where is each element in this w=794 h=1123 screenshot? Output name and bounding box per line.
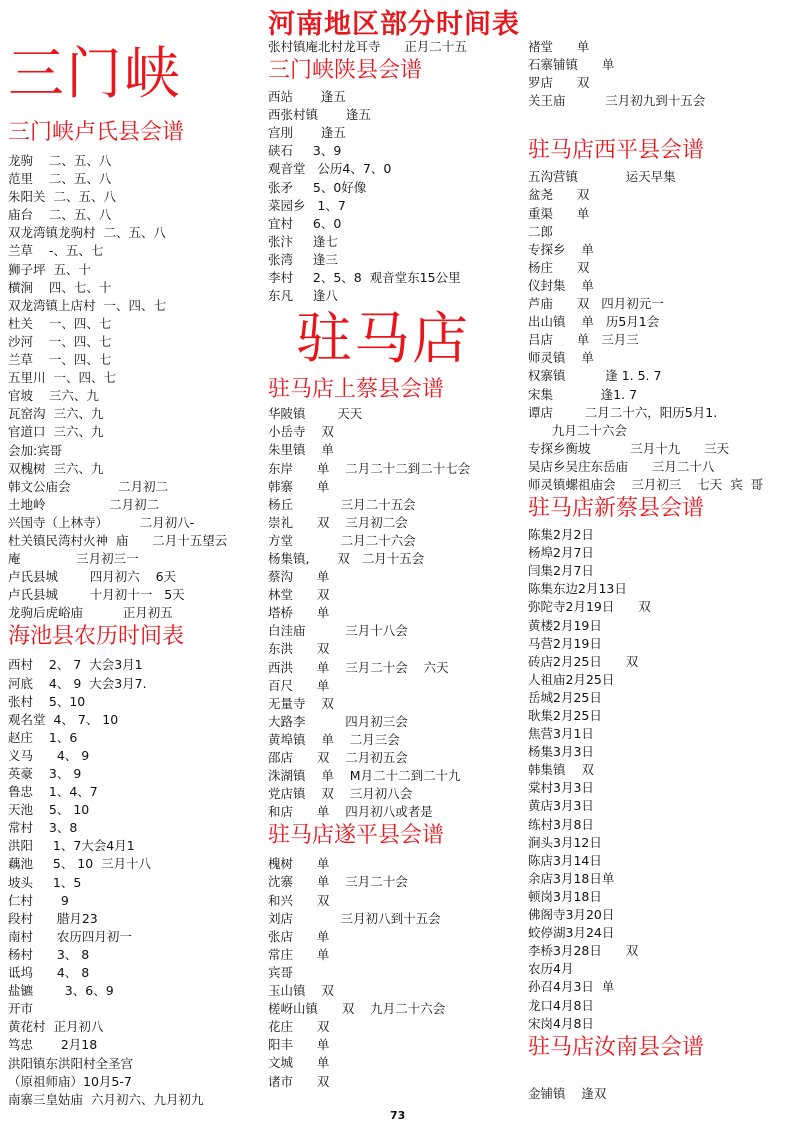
schedule-line: 朱里镇 单 <box>268 442 334 458</box>
schedule-line: 花庄 双 <box>268 1019 330 1035</box>
schedule-line: 沈寨 单 三月二十会 <box>268 874 408 890</box>
schedule-line: 蔡沟 单 <box>268 569 330 585</box>
schedule-line: 范里 二、五、八 <box>8 171 112 187</box>
schedule-line: 朱阳关 二、五、八 <box>8 189 116 205</box>
schedule-line: 黄店3月3日 <box>528 798 594 814</box>
schedule-line: 棠村3月3日 <box>528 780 594 796</box>
schedule-line: 蛟停湖3月24日 <box>528 925 615 941</box>
schedule-line: 陈店3月14日 <box>528 852 602 868</box>
schedule-line: 宜村 6、0 <box>268 215 342 231</box>
schedule-line: 佛阁寺3月20日 <box>528 907 615 923</box>
schedule-line: 塔桥 单 <box>268 605 330 621</box>
section-title: 海池县农历时间表 <box>8 624 185 650</box>
schedule-line: 双槐树 三六、九 <box>8 460 104 476</box>
schedule-line: 藕池 5、 10 三月十八 <box>8 856 152 872</box>
schedule-line: 庵 三月初三一 <box>8 551 139 567</box>
schedule-line: 关王庙 三月初九到十五会 <box>528 93 706 109</box>
schedule-line: 黄楼2月19日 <box>528 617 602 633</box>
schedule-line: 崇礼 双 三月初二会 <box>268 514 408 530</box>
schedule-line: 无量寺 双 <box>268 695 334 711</box>
schedule-line: 硖石 3、9 <box>268 143 342 159</box>
page-number: 73 <box>390 1109 406 1122</box>
schedule-line: 宋集 逢1. 7 <box>528 386 638 402</box>
column-2 <box>268 38 526 1091</box>
schedule-line: 宫刖 逢五 <box>268 125 346 141</box>
section-title: 三门峡陕县会谱 <box>268 58 423 84</box>
region-title: 三门峡 <box>8 42 182 107</box>
schedule-line: 张村 5、10 <box>8 693 86 709</box>
schedule-line: 专探乡衡坡 三月十九 三天 <box>528 440 730 456</box>
schedule-line: 人祖庙2月25日 <box>528 671 615 687</box>
schedule-line: 华陂镇 天天 <box>268 406 363 422</box>
schedule-line: 杨庄 双 <box>528 259 590 275</box>
schedule-line: 宾哥 <box>268 964 294 980</box>
schedule-line: 小岳寺 双 <box>268 424 334 440</box>
schedule-line: 东洪 双 <box>268 641 330 657</box>
schedule-line: 东岸 单 二月二十二到二十七会 <box>268 460 471 476</box>
schedule-line: 观音堂 公历4、7、0 <box>268 161 392 177</box>
schedule-line: 杨村 3、 8 <box>8 946 90 962</box>
schedule-line: 大路李 四月初三会 <box>268 713 408 729</box>
schedule-line: 南村 农历四月初一 <box>8 928 132 944</box>
schedule-line: 五沟营镇 运天早集 <box>528 169 676 185</box>
schedule-line: 九月二十六会 <box>528 422 627 438</box>
schedule-line: 东凡 逢八 <box>268 288 338 304</box>
schedule-line: 林堂 双 <box>268 587 330 603</box>
schedule-line: 闫集2月7日 <box>528 563 594 579</box>
schedule-line: 诸市 双 <box>268 1073 330 1089</box>
schedule-line: 党店镇 双 三月初八会 <box>268 786 413 802</box>
schedule-line: 杜关镇民湾村火神 庙 二月十五望云 <box>8 532 228 548</box>
schedule-line: 练村3月8日 <box>528 816 594 832</box>
schedule-line: 卢氏县城 四月初六 6天 <box>8 569 177 585</box>
schedule-line: 杨集3月3日 <box>528 744 594 760</box>
schedule-line: 涧头3月12日 <box>528 834 602 850</box>
schedule-line: 陈集东边2月13日 <box>528 581 627 597</box>
schedule-line: 仁村 9 <box>8 892 69 908</box>
schedule-line: 横涧 四、七、十 <box>8 279 112 295</box>
schedule-line: 西洪 单 三月二十会 六天 <box>268 659 449 675</box>
schedule-line: 会加:宾哥 <box>8 442 63 458</box>
schedule-line: 张汴 逢七 <box>268 233 338 249</box>
schedule-line: 南寨三皇姑庙 六月初六、九月初九 <box>8 1091 204 1107</box>
schedule-line: 兰草 一、四、七 <box>8 352 112 368</box>
schedule-line: 河底 4、 9 大会3月7. <box>8 675 147 691</box>
schedule-line: 石寨铺镇 单 <box>528 57 615 73</box>
schedule-line: 龙驹 二、五、八 <box>8 153 112 168</box>
schedule-line: 刘店 三月初八到十五会 <box>268 910 441 926</box>
column-3 <box>528 38 792 1103</box>
schedule-line: 西站 逢五 <box>268 89 346 105</box>
schedule-line: 张村镇庵北村龙耳寺 正月二十五 <box>268 39 467 54</box>
schedule-line: 常庄 单 <box>268 946 330 962</box>
schedule-line: 杨集镇, 双 二月十五会 <box>268 550 425 566</box>
schedule-line: 兰草 -、五、七 <box>8 243 104 259</box>
schedule-line: 阳丰 单 <box>268 1037 330 1053</box>
schedule-line: 张矛 5、0好像 <box>268 179 367 195</box>
schedule-line: 芦庙 双 四月初元一 <box>528 296 664 312</box>
schedule-line: 重渠 单 <box>528 205 590 221</box>
schedule-line: （原祖师庙）10月5-7 <box>8 1073 132 1089</box>
schedule-line: 赵庄 1、6 <box>8 729 78 745</box>
schedule-line: 出山镇 单 历5月1会 <box>528 314 660 330</box>
schedule-line: 菜园乡 1、7 <box>268 197 346 213</box>
schedule-line: 常村 3、8 <box>8 820 78 836</box>
schedule-line: 段村 腊月23 <box>8 910 98 926</box>
schedule-line: 李村 2、5、8 观音堂东15公里 <box>268 270 461 286</box>
spacer <box>528 110 792 136</box>
schedule-line: 沙河 一、四、七 <box>8 333 112 349</box>
section-title: 三门峡卢氏县会谱 <box>8 120 185 145</box>
schedule-line: 焦营3月1日 <box>528 726 594 742</box>
schedule-line: 白洼庙 三月十八会 <box>268 623 408 639</box>
schedule-line: 鲁忠 1、4、7 <box>8 784 98 800</box>
column-1 <box>8 40 266 1109</box>
schedule-line: 岳城2月25日 <box>528 689 602 705</box>
schedule-line: 龙驹后虎峪庙 正月初五 <box>8 605 173 621</box>
section-title: 驻马店汝南县会谱 <box>528 1034 705 1060</box>
schedule-line: 二郎 <box>528 223 554 239</box>
section-title: 驻马店遂平县会谱 <box>268 823 445 849</box>
schedule-line: 宋岗4月8日 <box>528 1015 594 1031</box>
schedule-line: 仪封集 单 <box>528 277 594 293</box>
schedule-line: 百尺 单 <box>268 677 330 693</box>
schedule-line: 庙台 二、五、八 <box>8 207 112 223</box>
schedule-line: 师灵镇 单 <box>528 350 594 366</box>
schedule-line: 卢氏县城 十月初十一 5天 <box>8 587 185 603</box>
schedule-line: 笃忠 2月18 <box>8 1037 98 1053</box>
section-title: 驻马店新蔡县会谱 <box>528 496 705 522</box>
schedule-line: 洪阳 1、7大会4月1 <box>8 838 135 854</box>
schedule-line: 官道口 三六、九 <box>8 424 104 440</box>
schedule-line: 槎岈山镇 双 九月二十六会 <box>268 1001 446 1017</box>
schedule-line: 邵店 双 二月初五会 <box>268 750 408 765</box>
schedule-line: 砖店2月25日 双 <box>528 653 639 669</box>
schedule-line: 杨埠2月7日 <box>528 545 594 561</box>
schedule-line: 黄花村 正月初八 <box>8 1019 104 1035</box>
section-title: 驻马店上蔡县会谱 <box>268 377 445 403</box>
schedule-line: 韩集镇 双 <box>528 762 594 778</box>
schedule-line: 马营2月19日 <box>528 635 602 651</box>
schedule-line: 吕店 单 三月三 <box>528 332 639 348</box>
schedule-line: 双龙湾镇龙驹村 二、五、八 <box>8 225 166 241</box>
schedule-line: 洙湖镇 单 M月二十二到二十九 <box>268 768 461 784</box>
schedule-line: 槐树 单 <box>268 856 330 872</box>
region-title: 驻马店 <box>296 307 470 373</box>
schedule-line: 褚堂 单 <box>528 39 590 54</box>
schedule-line: 文城 单 <box>268 1055 330 1071</box>
section-title: 驻马店西平县会谱 <box>528 138 705 164</box>
schedule-line: 盐镳 3、6、9 <box>8 983 114 999</box>
schedule-line: 西张村镇 逢五 <box>268 107 371 123</box>
schedule-line: 张湾 逢三 <box>268 251 338 267</box>
schedule-line: 天池 5、 10 <box>8 802 90 818</box>
schedule-line: 孙召4月3日 单 <box>528 979 615 995</box>
schedule-line: 龙口4月8日 <box>528 997 594 1013</box>
schedule-line: 黄埠镇 单 二月三会 <box>268 731 400 747</box>
schedule-line: 杨丘 三月二十五会 <box>268 496 416 512</box>
schedule-line: 金铺镇 逢双 <box>528 1085 607 1101</box>
schedule-line: 观名堂 4、 7、 10 <box>8 711 119 727</box>
schedule-line: 农历4月 <box>528 961 574 977</box>
schedule-line: 弥陀寺2月19日 双 <box>528 599 651 615</box>
schedule-line: 吴店乡吴庄东岳庙 三月二十八 <box>528 458 715 474</box>
schedule-line: 官坡 三六、九 <box>8 388 99 404</box>
schedule-line: 专探乡 单 <box>528 241 594 257</box>
schedule-line: 狮子坪 五、十 <box>8 261 91 277</box>
schedule-line: 玉山镇 双 <box>268 983 334 999</box>
schedule-line: 双龙湾镇上店村 一、四、七 <box>8 297 166 313</box>
schedule-line: 英豪 3、 9 <box>8 766 82 781</box>
schedule-line: 义马 4、 9 <box>8 747 90 763</box>
schedule-line: 开市 <box>8 1001 34 1017</box>
schedule-line: 耿集2月25日 <box>528 708 602 723</box>
schedule-line: 师灵镇螺祖庙会 三月初三 七天 宾 哥 <box>528 476 764 492</box>
schedule-line: 坡头 1、5 <box>8 874 82 890</box>
schedule-line: 洪阳镇东洪阳村全圣宫 <box>8 1055 134 1071</box>
schedule-line: 瓦窑沟 三六、九 <box>8 406 104 422</box>
schedule-line: 诋坞 4、 8 <box>8 965 90 981</box>
schedule-line: 权寨镇 逢 1. 5. 7 <box>528 368 662 384</box>
schedule-line: 方堂 二月二十六会 <box>268 532 416 548</box>
schedule-line: 五里川 一、四、七 <box>8 370 116 386</box>
schedule-line: 陈集2月2日 <box>528 527 594 543</box>
schedule-line: 兴国寺（上林寺） 二月初八- <box>8 514 195 530</box>
schedule-line: 罗店 双 <box>528 75 590 91</box>
schedule-line: 顿岗3月18日 <box>528 888 602 904</box>
schedule-line: 和店 单 四月初八或者是 <box>268 804 433 820</box>
schedule-line: 和兴 双 <box>268 892 330 908</box>
schedule-line: 西村 2、 7 大会3月1 <box>8 657 143 673</box>
schedule-line: 韩文公庙会 二月初二 <box>8 478 169 494</box>
schedule-line: 韩寨 单 <box>268 478 330 494</box>
schedule-line: 李桥3月28日 双 <box>528 943 639 959</box>
schedule-line: 盆尧 双 <box>528 187 590 203</box>
page-title: 河南地区部分时间表 <box>268 9 520 40</box>
schedule-line: 余店3月18日单 <box>528 870 615 886</box>
schedule-line: 谭店 二月二十六，阳历5月1. <box>528 404 718 420</box>
schedule-line: 土地岭 二月初二 <box>8 496 160 512</box>
schedule-line: 张店 单 <box>268 928 330 944</box>
schedule-line: 杜关 一、四、七 <box>8 315 112 331</box>
